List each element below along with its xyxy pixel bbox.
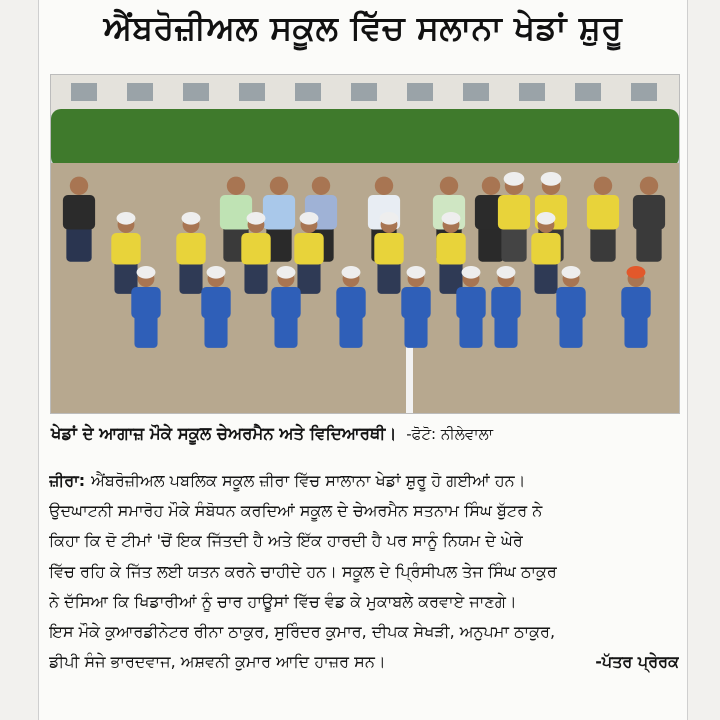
staff-face [375, 177, 393, 195]
student-torso [374, 233, 403, 265]
student-turban [562, 266, 581, 279]
photo-credit: -ਫੋਟੋ: ਨੀਲੇਵਾਲਾ [406, 425, 494, 443]
group-photo-illustration [51, 75, 679, 413]
staff-face [594, 177, 612, 195]
building-window [183, 83, 209, 101]
hedge [51, 109, 679, 167]
student-turban [117, 212, 136, 225]
article-body [49, 466, 679, 677]
student-turban [182, 212, 201, 225]
student-torso [336, 287, 365, 319]
building-window [407, 83, 433, 101]
headline: ਐਂਬਰੋਜ਼ੀਅਲ ਸਕੂਲ ਵਿੱਚ ਸਲਾਨਾ ਖੇਡਾਂ ਸ਼ੁਰੂ [103, 8, 623, 47]
article-line [49, 466, 679, 496]
student-turban [380, 212, 399, 225]
student-turban [627, 266, 646, 279]
student-turban [137, 266, 156, 279]
building-window [631, 83, 657, 101]
newspaper-clipping [38, 0, 688, 720]
article-line: ਵਿੱਚ ਰਹਿ ਕੇ ਜਿੱਤ ਲਈ ਯਤਨ ਕਰਨੇ ਚਾਹੀਦੇ ਹਨ। ਸਕੂਲ ਦੇ ਪ੍ਰਿੰਸੀਪਲ ਤੇਜ ਸਿੰਘ ਠਾਕੁਰ [49, 561, 557, 581]
student-torso [531, 233, 560, 265]
group-photo [50, 74, 680, 414]
article-line: ਇਸ ਮੌਕੇ ਕੁਆਰਡੀਨੇਟਰ ਰੀਨਾ ਠਾਕੁਰ, ਸੁਰਿੰਦਰ ਕੁਮਾਰ, ਦੀਪਕ ਸੇਖੜੀ, ਅਨੁਪਮਾ ਠਾਕੁਰ, [49, 622, 556, 642]
student-turban [247, 212, 266, 225]
staff-face [270, 177, 288, 195]
staff-face [312, 177, 330, 195]
student-torso [271, 287, 300, 319]
article-line: ਕਿਹਾ ਕਿ ਦੋ ਟੀਮਾਂ 'ਚੋਂ ਇਕ ਜਿੱਤਦੀ ਹੈ ਅਤੇ ਇੱਕ ਹਾਰਦੀ ਹੈ ਪਰ ਸਾਨੂੰ ਨਿਯਮ ਦੇ ਘੇਰੇ [49, 531, 523, 551]
student-turban [537, 212, 556, 225]
building-window [127, 83, 153, 101]
article-line-text: ਡੀਪੀ ਸੰਜੇ ਭਾਰਦਵਾਜ, ਅਸ਼ਵਨੀ ਕੁਮਾਰ ਆਦਿ ਹਾਜ਼ਰ ਸਨ। [49, 652, 386, 672]
photo-caption [51, 424, 677, 444]
student-turban [277, 266, 296, 279]
dateline: ਜ਼ੀਰਾ: [49, 471, 86, 490]
staff-torso [63, 195, 95, 230]
student-torso [401, 287, 430, 319]
article-line [49, 647, 679, 677]
staff-torso [498, 195, 530, 230]
staff-torso [263, 195, 295, 230]
staff-turban [541, 172, 562, 186]
student-turban [462, 266, 481, 279]
student-torso [241, 233, 270, 265]
staff-face [640, 177, 658, 195]
student-torso [111, 233, 140, 265]
staff-face [227, 177, 245, 195]
student-torso [556, 287, 585, 319]
article-line-text: ਐਂਬਰੋਜ਼ੀਅਲ ਪਬਲਿਕ ਸਕੂਲ ਜ਼ੀਰਾ ਵਿੱਚ ਸਾਲਾਨਾ ਖੇਡਾਂ ਸ਼ੁਰੂ ਹੋ ਗਈਆਂ ਹਨ। [91, 471, 526, 490]
student-turban [442, 212, 461, 225]
staff-torso [633, 195, 665, 230]
student-turban [207, 266, 226, 279]
student-torso [201, 287, 230, 319]
article-line: ਉਦਘਾਟਨੀ ਸਮਾਰੋਹ ਮੌਕੇ ਸੰਬੋਧਨ ਕਰਦਿਆਂ ਸਕੂਲ ਦੇ ਚੇਅਰਮੈਨ ਸਤਨਾਮ ਸਿੰਘ ਬੁੱਟਰ ਨੇ [49, 501, 543, 521]
student-turban [407, 266, 426, 279]
student-torso [294, 233, 323, 265]
staff-turban [504, 172, 525, 186]
student-torso [131, 287, 160, 319]
student-torso [491, 287, 520, 319]
student-torso [621, 287, 650, 319]
staff-torso [587, 195, 619, 230]
building-window [463, 83, 489, 101]
building-window [295, 83, 321, 101]
article-line: ਨੇ ਦੱਸਿਆ ਕਿ ਖਿਡਾਰੀਆਂ ਨੂੰ ਚਾਰ ਹਾਊਸਾਂ ਵਿੱਚ ਵੰਡ ਕੇ ਮੁਕਾਬਲੇ ਕਰਵਾਏ ਜਾਣਗੇ। [49, 591, 517, 611]
student-turban [497, 266, 516, 279]
student-turban [300, 212, 319, 225]
building-window [351, 83, 377, 101]
staff-torso [220, 195, 252, 230]
byline: -ਪੱਤਰ ਪ੍ਰੇਰਕ [595, 652, 679, 672]
student-torso [456, 287, 485, 319]
building-window [239, 83, 265, 101]
student-torso [176, 233, 205, 265]
staff-face [70, 177, 88, 195]
caption-text: ਖੇਡਾਂ ਦੇ ਆਗਾਜ਼ ਮੌਕੇ ਸਕੂਲ ਚੇਅਰਮੈਨ ਅਤੇ ਵਿਦਿਆਰਥੀ। [51, 424, 397, 443]
staff-face [482, 177, 500, 195]
student-turban [342, 266, 361, 279]
building-window [71, 83, 97, 101]
building-window [519, 83, 545, 101]
staff-face [440, 177, 458, 195]
student-torso [436, 233, 465, 265]
building-window [575, 83, 601, 101]
